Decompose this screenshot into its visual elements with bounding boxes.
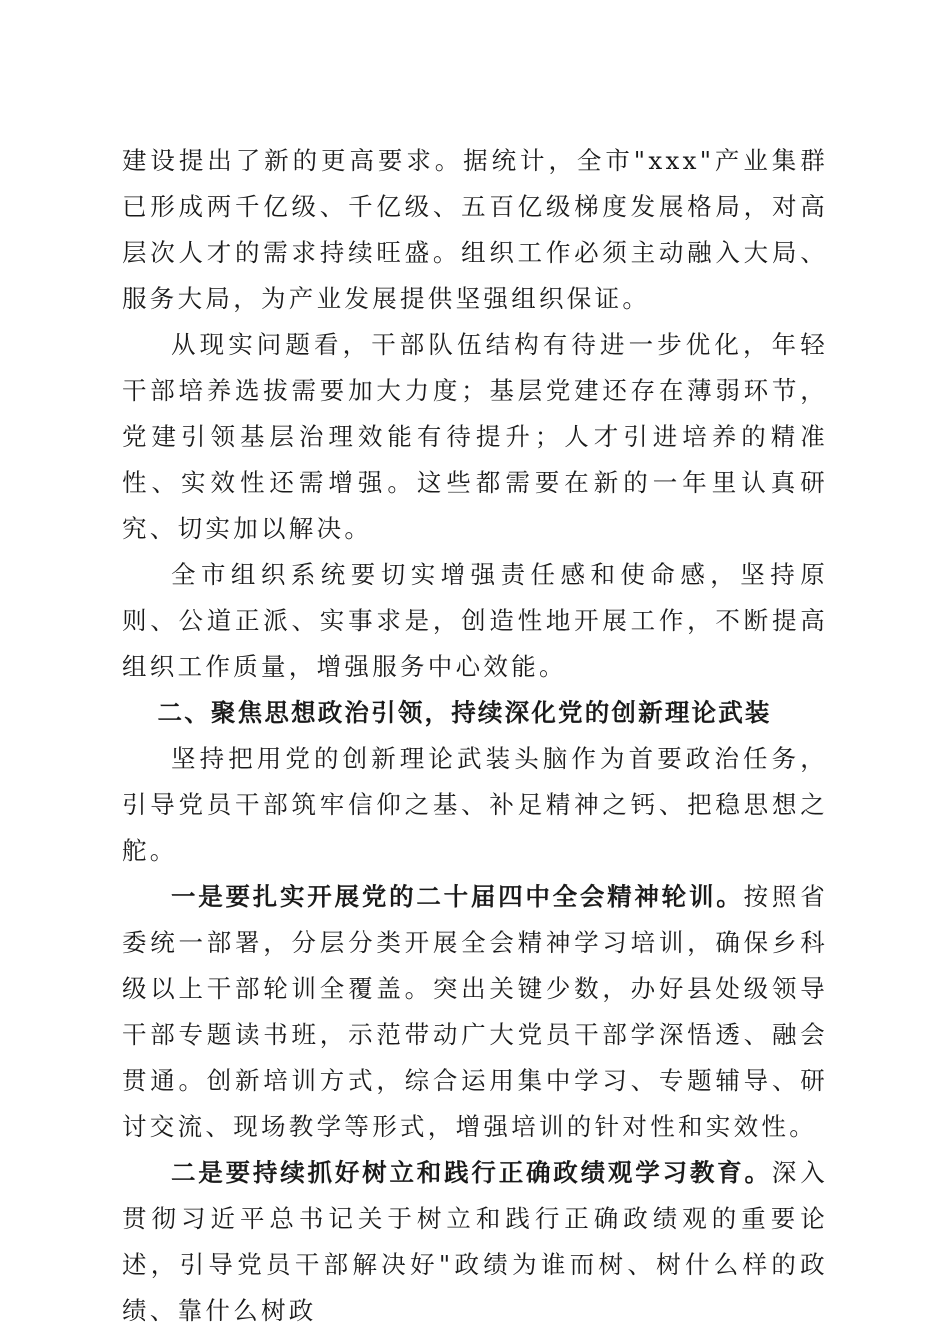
item-one-lead: 一是要扎实开展党的二十届四中全会精神轮训。 <box>171 882 744 911</box>
document-body <box>122 138 828 1334</box>
paragraph-current-problems: 从现实问题看，干部队伍结构有待进一步优化，年轻干部培养选拔需要加大力度；基层党建还存在薄弱环节，党建引领基层治理效能有待提升；人才引进培养的精准性、实效性还需增强。这些都需要在新的一年里认真研究、切实加以解决。 <box>122 330 828 543</box>
paragraph-item-one <box>122 874 828 1150</box>
section-heading-2: 二、聚焦思想政治引领，持续深化党的创新理论武装 <box>157 698 772 727</box>
paragraph-theory-arming: 坚持把用党的创新理论武装头脑作为首要政治任务，引导党员干部筑牢信仰之基、补足精神之钙、把稳思想之舵。 <box>122 744 828 865</box>
paragraph-responsibility: 全市组织系统要切实增强责任感和使命感，坚持原则、公道正派、实事求是，创造性地开展工作，不断提高组织工作质量，增强服务中心效能。 <box>122 560 828 681</box>
paragraph-continuation: 建设提出了新的更高要求。据统计，全市"xxx"产业集群已形成两千亿级、千亿级、五百亿级梯度发展格局，对高层次人才的需求持续旺盛。组织工作必须主动融入大局、服务大局，为产业发展提供坚强组织保证。 <box>122 146 828 313</box>
item-two-lead: 二是要持续抓好树立和践行正确政绩观学习教育。 <box>171 1158 772 1187</box>
item-one-body: 按照省委统一部署，分层分类开展全会精神学习培训，确保乡科级以上干部轮训全覆盖。突出关键少数，办好县处级领导干部专题读书班，示范带动广大党员干部学深悟透、融会贯通。创新培训方式，综合运用集中学习、专题辅导、研讨交流、现场教学等形式，增强培训的针对性和实效性。 <box>122 882 828 1141</box>
paragraph-item-two <box>122 1150 828 1334</box>
item-two-body: 深入贯彻习近平总书记关于树立和践行正确政绩观的重要论述，引导党员干部解决好"政绩为谁而树、树什么样的政绩、靠什么树政 <box>122 1158 828 1325</box>
